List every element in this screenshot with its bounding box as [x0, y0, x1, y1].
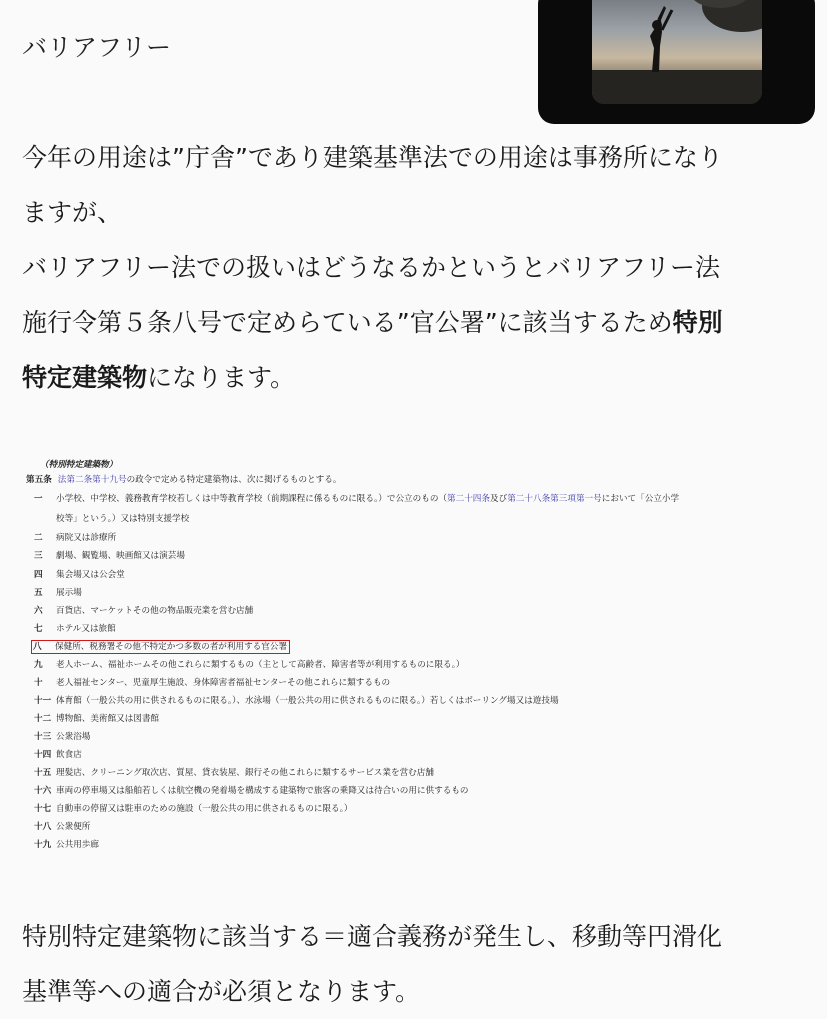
item-text: 展示場	[56, 588, 82, 598]
item-text: 病院又は診療所	[56, 533, 117, 543]
text-bold: 特別	[672, 308, 723, 337]
item-number: 四	[34, 570, 43, 580]
law-item	[34, 784, 469, 796]
law-item	[34, 531, 116, 543]
paragraph-line	[22, 295, 723, 350]
video-pip-player[interactable]	[538, 0, 815, 124]
paragraph-line: ますが、	[22, 198, 123, 227]
highlight-box	[31, 640, 290, 654]
item-number: 十六	[34, 786, 52, 796]
text-bold: 特定建築物	[22, 363, 148, 392]
item-text: 体育館（一般公共の用に供されるものに限る。）、水泳場（一般公共の用に供されるものに限る。）若しくはボーリング場又は遊技場	[56, 696, 559, 706]
law-item-highlighted	[34, 640, 290, 652]
paragraph-line: バリアフリー法での扱いはどうなるかというとバリアフリー法	[22, 253, 721, 282]
item-text: 車両の停車場又は船舶若しくは航空機の発着場を構成する建築物で旅客の乗降又は待合いの用に供するもの	[56, 786, 469, 796]
law-item-continuation: 校等」という。）又は特別支援学校	[56, 514, 190, 524]
item-number: 五	[34, 588, 43, 598]
item-text: 老人ホーム、福祉ホームその他これらに類するもの（主として高齢者、障害者等が利用するものに限る。）	[56, 660, 465, 670]
law-item	[34, 694, 559, 706]
item-text: において「公立小学	[601, 494, 680, 504]
article-link[interactable]: 法第二条第十九号	[57, 475, 127, 485]
item-text: 公衆浴場	[56, 732, 91, 742]
item-text: 自動車の停留又は駐車のための施設（一般公共の用に供されるものに限る。）	[56, 804, 353, 814]
item-number: 十五	[34, 768, 52, 778]
law-item	[34, 586, 82, 598]
item-number: 十三	[34, 732, 52, 742]
item-link[interactable]: 第二十四条	[447, 494, 490, 504]
text-normal: 施行令第５条八号で定めらている”官公署”に該当するため	[22, 308, 673, 337]
silhouette-image	[592, 0, 762, 104]
item-number: 六	[34, 606, 43, 616]
item-text: 公衆便所	[56, 822, 91, 832]
section-heading: バリアフリー	[22, 33, 172, 62]
law-item	[34, 838, 99, 850]
item-number: 十七	[34, 804, 52, 814]
law-item	[34, 712, 159, 724]
law-item	[34, 766, 434, 778]
item-number: 七	[34, 624, 43, 634]
article-text: の政令で定める特定建築物は、次に掲げるものとする。	[126, 475, 342, 485]
law-item	[34, 748, 82, 760]
item-number: 十八	[34, 822, 52, 832]
item-number: 十	[34, 678, 43, 688]
item-number: 三	[34, 551, 43, 561]
item-text: 保健所、税務署その他不特定かつ多数の者が利用する官公署	[55, 642, 288, 652]
item-text: 小学校、中学校、義務教育学校若しくは中等教育学校（前期課程に係るものに限る。）で公立のもの（	[56, 494, 448, 504]
item-text: 及び	[490, 494, 508, 504]
item-number: 十九	[34, 840, 52, 850]
article-number: 第五条	[26, 475, 52, 485]
item-text: 劇場、観覧場、映画館又は演芸場	[56, 551, 185, 561]
law-item	[34, 604, 253, 616]
law-excerpt-image	[22, 458, 792, 854]
paragraph-line: 今年の用途は”庁舎”であり建築基準法での用途は事務所になり	[22, 143, 723, 172]
video-thumbnail	[592, 0, 762, 104]
law-item	[34, 549, 185, 561]
item-number: 一	[34, 494, 43, 504]
law-item	[34, 676, 390, 688]
paragraph-line	[22, 350, 295, 405]
item-number: 八	[33, 642, 42, 652]
law-item	[34, 622, 116, 634]
paragraph-line: 基準等への適合が必須となります。	[22, 977, 421, 1006]
item-number: 十一	[34, 696, 52, 706]
item-link[interactable]: 第二十八条第三項第一号	[507, 494, 602, 504]
text-normal: になります。	[147, 363, 296, 392]
law-item	[34, 730, 90, 742]
item-text: 老人福祉センター、児童厚生施設、身体障害者福祉センターその他これらに類するもの	[56, 678, 391, 688]
law-item	[34, 658, 464, 670]
item-number: 九	[34, 660, 43, 670]
law-item	[34, 820, 90, 832]
item-text: 飲食店	[56, 750, 82, 760]
item-number: 十四	[34, 750, 52, 760]
item-text: 百貨店、マーケットその他の物品販売業を営む店舗	[56, 606, 254, 616]
law-item	[34, 568, 125, 580]
item-text: 公共用歩廊	[56, 840, 99, 850]
item-text: 理髪店、クリーニング取次店、質屋、貸衣装屋、銀行その他これらに類するサービス業を営む店舗	[56, 768, 434, 778]
law-caption: （特別特定建築物）	[40, 460, 118, 470]
law-item	[34, 802, 352, 814]
item-text: ホテル又は旅館	[56, 624, 116, 634]
item-text: 集会場又は公会堂	[56, 570, 125, 580]
item-number: 十二	[34, 714, 52, 724]
law-article-line	[26, 473, 341, 485]
paragraph-line: 特別特定建築物に該当する＝適合義務が発生し、移動等円滑化	[22, 922, 723, 951]
item-text: 博物館、美術館又は図書館	[56, 714, 160, 724]
law-item	[34, 492, 679, 504]
item-number: 二	[34, 533, 43, 543]
